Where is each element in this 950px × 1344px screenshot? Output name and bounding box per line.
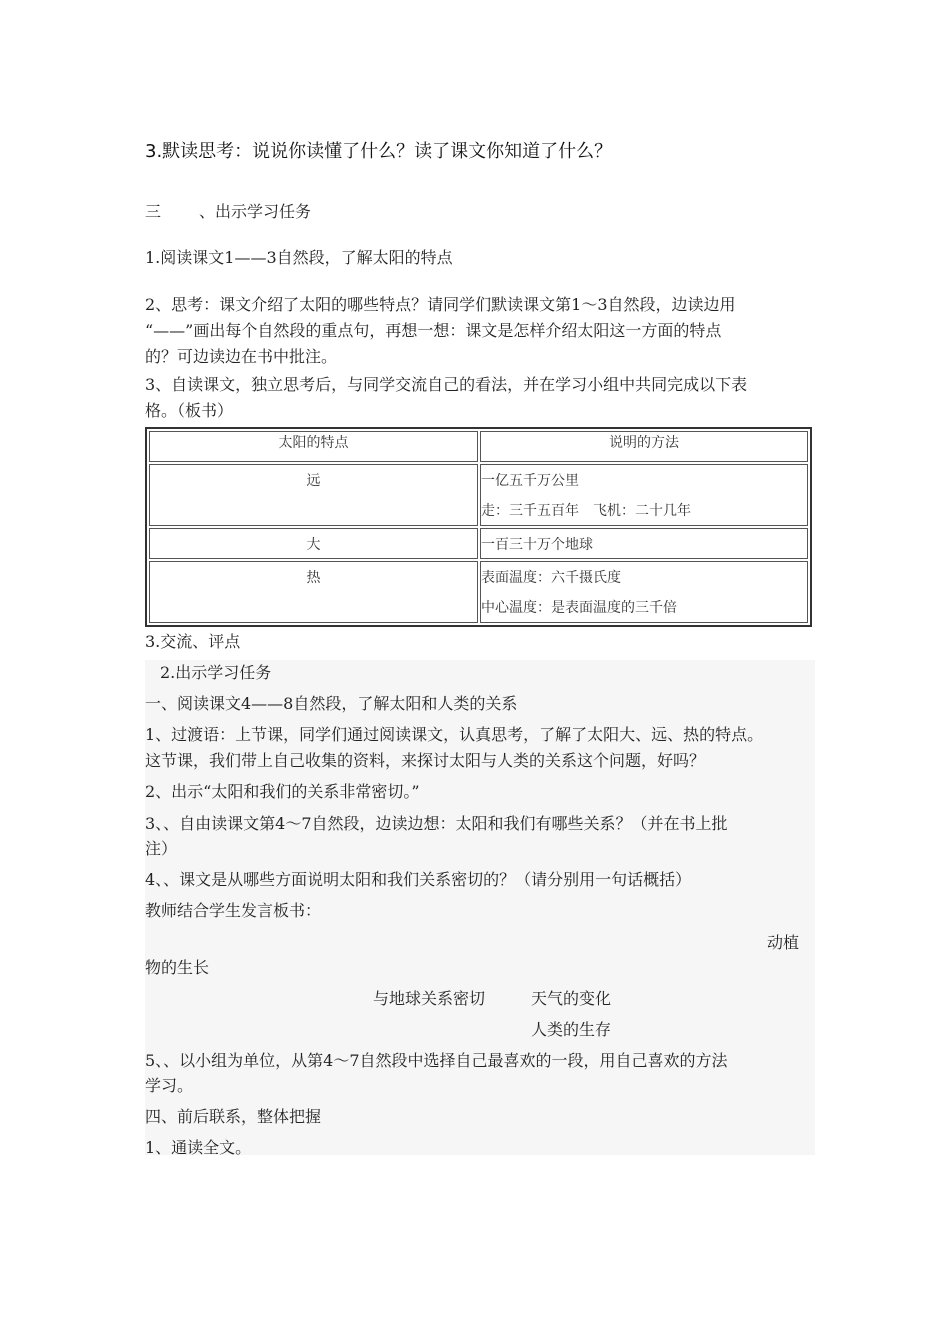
header-method: 说明的方法 <box>480 431 808 462</box>
sun-features-table <box>145 427 812 627</box>
feature-text: 大 <box>306 537 321 553</box>
table-row <box>149 464 808 526</box>
group-line-1: 5、、以小组为单位，从第4～7自然段中选择自己最喜欢的一段，用自己喜欢的方法 <box>145 1051 728 1070</box>
method-text: 中心温度：是表面温度的三千倍 <box>481 600 677 616</box>
header-feature: 太阳的特点 <box>149 431 478 462</box>
method-cell <box>480 561 808 623</box>
read-all: 1、通读全文。 <box>145 1138 252 1157</box>
feature-cell <box>149 528 478 559</box>
page-heading: 3.默读思考：说说你读懂了什么？读了课文你知道了什么？ <box>145 141 613 162</box>
exchange-line: 3.交流、评点 <box>145 632 241 651</box>
section-title-text: 、出示学习任务 <box>199 202 312 221</box>
board-intro: 教师结合学生发言板书： <box>145 901 322 920</box>
feature-cell <box>149 561 478 623</box>
part-four: 四、前后联系，整体把握 <box>145 1107 322 1126</box>
diagram-human: 人类的生存 <box>531 1020 612 1039</box>
method-text: 表面温度：六千摄氏度 <box>481 570 621 586</box>
diagram-center: 与地球关系密切 <box>373 989 486 1008</box>
transition-line-1: 1、过渡语：上节课，同学们通过阅读课文，认真思考，了解了太阳大、远、热的特点。 <box>145 725 764 744</box>
table-row <box>149 561 808 623</box>
feature-text: 远 <box>306 473 321 489</box>
table-row <box>149 528 808 559</box>
aspects-question: 4、、课文是从哪些方面说明太阳和我们关系密切的？（请分别用一句话概括） <box>145 870 692 889</box>
group-line-2: 学习。 <box>145 1076 194 1095</box>
section-number: 三 <box>145 202 162 221</box>
think-line-3: 的？可边读边在书中批注。 <box>145 347 338 366</box>
method-text: 走：三千五百年 飞机：二十几年 <box>481 503 691 519</box>
free-read-line-1: 3、、自由读课文第4～7自然段，边读边想：太阳和我们有哪些关系？（并在书上批 <box>145 814 728 833</box>
free-read-line-2: 注） <box>145 839 178 858</box>
think-line-2: “——”画出每个自然段的重点句，再想一想：课文是怎样介绍太阳这一方面的特点 <box>145 321 722 340</box>
feature-text: 热 <box>306 570 321 586</box>
method-cell <box>480 464 808 526</box>
show-sentence: 2、出示“太阳和我们的关系非常密切。” <box>145 782 420 801</box>
diagram-growth-a: 动植 <box>767 933 800 952</box>
self-read-line-2: 格。（板书） <box>145 401 234 420</box>
think-line-1: 2、思考：课文介绍了太阳的哪些特点？请同学们默读课文第1～3自然段，边读边用 <box>145 295 736 314</box>
diagram-growth-b: 物的生长 <box>145 958 210 977</box>
diagram-weather: 天气的变化 <box>531 989 612 1008</box>
method-text: 一亿五千万公里 <box>481 473 579 489</box>
section-three-title <box>145 199 815 225</box>
method-cell <box>480 528 808 559</box>
transition-line-2: 这节课，我们带上自己收集的资料，来探讨太阳与人类的关系这个问题，好吗？ <box>145 751 706 770</box>
self-read-line-1: 3、自读课文，独立思考后，与同学交流自己的看法，并在学习小组中共同完成以下表 <box>145 375 748 394</box>
part-one: 一、阅读课文4——8自然段，了解太阳和人类的关系 <box>145 694 518 713</box>
task-1: 1.阅读课文1——3自然段，了解太阳的特点 <box>145 248 453 267</box>
table-header-row <box>149 431 808 462</box>
task-2: 2.出示学习任务 <box>160 663 272 682</box>
method-text: 一百三十万个地球 <box>481 537 593 553</box>
feature-cell <box>149 464 478 526</box>
